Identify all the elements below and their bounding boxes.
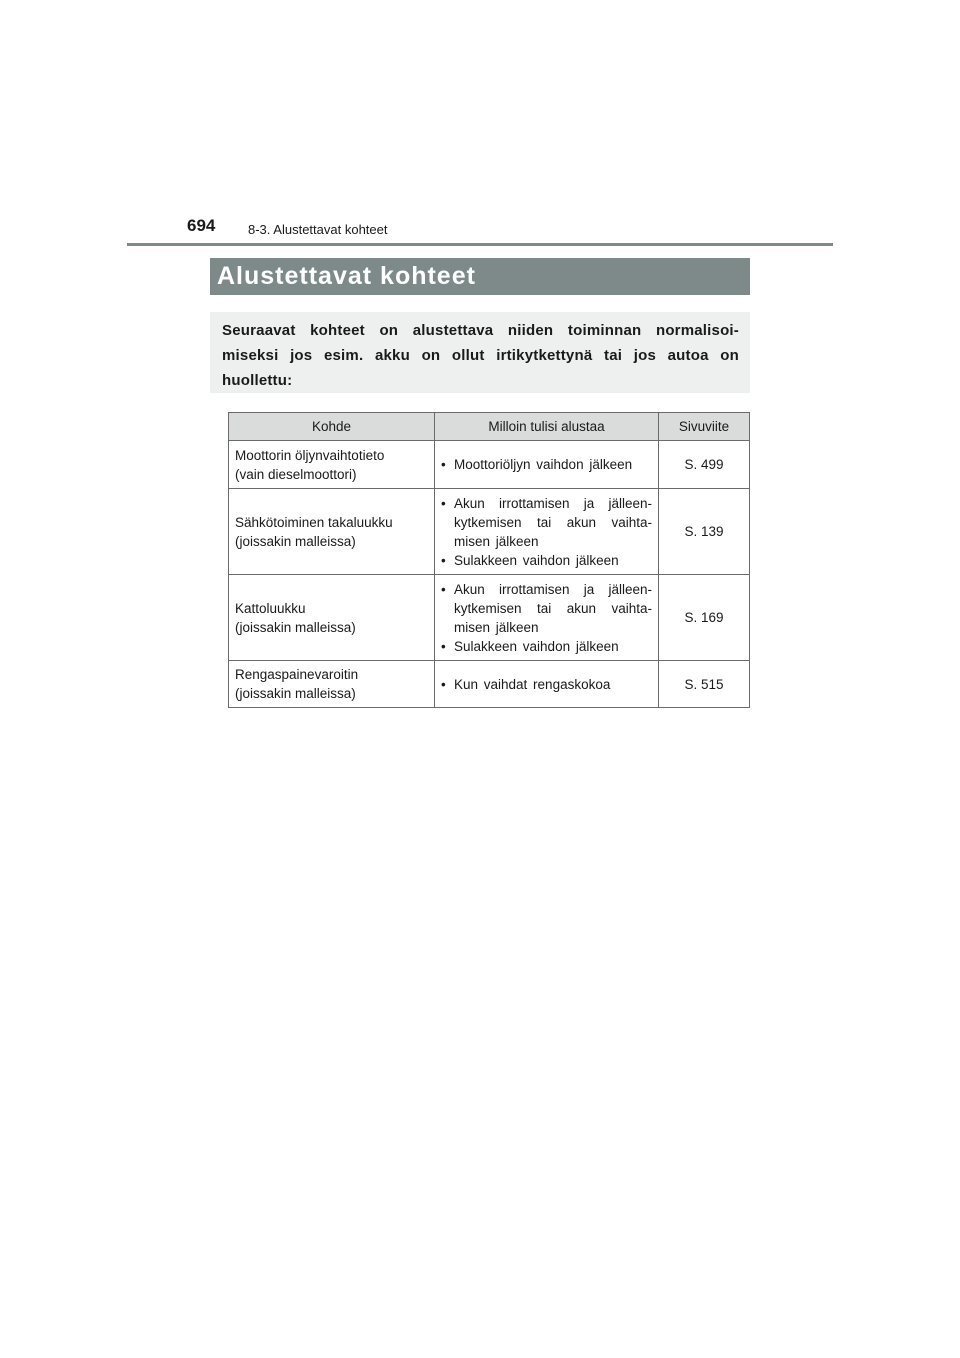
page-ref: S. 499: [659, 441, 750, 489]
item-note: (vain dieselmoottori): [235, 466, 357, 482]
when-cell: [435, 489, 659, 575]
intro-box: [210, 312, 750, 393]
when-item: • Moottoriöljyn vaihdon jälkeen: [441, 455, 652, 474]
table-row: [229, 489, 750, 575]
item-note: (joissakin malleissa): [235, 686, 356, 701]
header-rule: [127, 243, 833, 246]
page-title: Alustettavat kohteet: [217, 262, 476, 290]
intro-text: Seuraavat kohteet on alustettava niiden toiminnan normalisoi-miseksi jos esim. akku on ollut irtikytkettynä tai jos autoa on huollettu:: [222, 322, 739, 389]
section-label: 8-3. Alustettavat kohteet: [248, 222, 388, 237]
when-item: • Kun vaihdat rengaskokoa: [441, 675, 652, 694]
when-cell: [435, 661, 659, 708]
item-name: Kattoluukku: [235, 600, 306, 616]
when-item: • Sulakkeen vaihdon jälkeen: [441, 551, 652, 570]
page-number: 694: [187, 216, 216, 235]
column-header-item: Kohde: [229, 413, 435, 441]
when-cell: [435, 575, 659, 661]
item-note: (joissakin malleissa): [235, 533, 356, 549]
column-header-when: Milloin tulisi alustaa: [435, 413, 659, 441]
table-row: [229, 575, 750, 661]
item-cell: [229, 441, 435, 489]
item-name: Rengaspainevaroitin: [235, 667, 359, 682]
page-ref: S. 515: [659, 661, 750, 708]
table-row: [229, 661, 750, 708]
item-note: (joissakin malleissa): [235, 619, 356, 635]
page-ref: S. 139: [659, 489, 750, 575]
column-header-ref: Sivuviite: [659, 413, 750, 441]
title-bar: [210, 258, 750, 295]
table-row: [229, 441, 750, 489]
item-name: Sähkötoiminen takaluukku: [235, 514, 393, 530]
item-cell: [229, 489, 435, 575]
when-item: • Akun irrottamisen ja jälleen-kytkemisen tai akun vaihta-misen jälkeen: [441, 580, 652, 637]
when-cell: [435, 441, 659, 489]
item-name: Moottorin öljynvaihtotieto: [235, 447, 385, 463]
when-item: • Sulakkeen vaihdon jälkeen: [441, 637, 652, 656]
reset-items-table: [228, 412, 750, 708]
when-item: • Akun irrottamisen ja jälleen-kytkemisen tai akun vaihta-misen jälkeen: [441, 494, 652, 551]
item-cell: [229, 661, 435, 708]
table-header-row: [229, 413, 750, 441]
page-ref: S. 169: [659, 575, 750, 661]
item-cell: [229, 575, 435, 661]
